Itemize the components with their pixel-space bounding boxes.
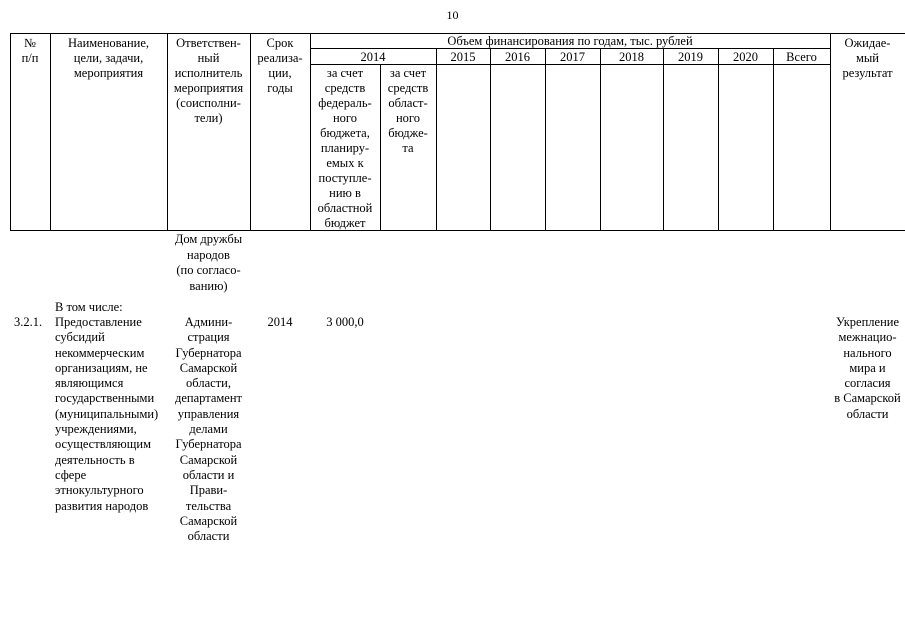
cell-text: области,	[186, 376, 231, 391]
header-year-2017: 2017	[560, 50, 585, 64]
cell-text: народов	[187, 247, 230, 262]
header-federal-budget	[310, 66, 380, 231]
header-expected-result	[830, 36, 905, 81]
row-federal-value: 3 000,0	[326, 315, 364, 329]
header-total: Всего	[786, 50, 817, 64]
header-year-2019: 2019	[678, 50, 703, 64]
cell-text: Самарской	[179, 513, 238, 528]
header-funding: Объем финансирования по годам, тыс. рублей	[447, 34, 693, 48]
cell-text: этнокультурного	[55, 483, 144, 498]
header-text: нию в	[329, 186, 361, 200]
header-year-2020: 2020	[733, 50, 758, 64]
cell-text: департамент	[174, 391, 242, 406]
header-num	[10, 36, 50, 66]
cell-text: тельства	[185, 498, 232, 513]
header-text: бюджет	[324, 216, 366, 230]
cell-text: Губернатора	[175, 437, 242, 452]
cell-text: Дом дружбы	[174, 232, 243, 246]
cell-text: некоммерческим	[55, 345, 145, 360]
header-text: планиру-	[320, 141, 370, 155]
cell-text: Укрепление	[835, 315, 900, 329]
cell-text: мира и	[849, 360, 886, 375]
cell-text: управления	[177, 406, 240, 421]
cell-text: Админи-	[184, 315, 233, 329]
header-text: средств	[387, 81, 429, 95]
cell-text: области	[187, 529, 230, 544]
header-text: п/п	[21, 51, 39, 65]
header-text: ции,	[268, 66, 292, 80]
cell-text: Губернатора	[175, 345, 242, 360]
cell-text: организациям, не	[55, 360, 148, 375]
header-text: Срок	[266, 36, 294, 50]
header-text: №	[24, 36, 36, 50]
header-text: за счет	[389, 66, 427, 80]
header-regional-budget	[380, 66, 436, 156]
header-text: тели)	[194, 111, 223, 125]
cell-text: Самарской	[179, 360, 238, 375]
including-label: В том числе:	[55, 300, 123, 314]
header-text: та	[402, 141, 414, 155]
header-year-2015: 2015	[450, 50, 476, 64]
cell-text: Самарской	[179, 452, 238, 467]
cell-text: (муниципальными)	[55, 406, 159, 421]
header-text: област-	[388, 96, 428, 110]
header-responsible	[167, 36, 250, 126]
header-text: средств	[324, 81, 366, 95]
cell-text: области и	[182, 467, 235, 482]
header-text: бюджета,	[320, 126, 370, 140]
header-text: Ожидае-	[844, 36, 891, 50]
cell-text: являющимся	[55, 376, 124, 391]
header-text: ного	[395, 111, 420, 125]
header-text: исполнитель	[174, 66, 243, 80]
cell-text: субсидий	[55, 330, 105, 345]
page-number: 10	[446, 8, 459, 22]
cell-text: осуществляющим	[55, 437, 151, 452]
cell-text: развития народов	[55, 498, 149, 513]
cell-text: межнацио-	[838, 330, 897, 345]
row-number: 3.2.1.	[14, 315, 43, 329]
header-text: ный	[197, 51, 220, 65]
header-text: мероприятия	[173, 81, 244, 95]
continuation-responsible	[167, 232, 250, 294]
header-year-2016: 2016	[505, 50, 530, 64]
header-text: федераль-	[318, 96, 372, 110]
cell-text: учреждениями,	[55, 422, 137, 437]
header-text: за счет	[326, 66, 364, 80]
header-text: ного	[332, 111, 357, 125]
row-responsible	[167, 315, 250, 544]
header-text: (соисполни-	[176, 96, 241, 110]
cell-text: сфере	[55, 467, 87, 482]
cell-text: Прави-	[189, 483, 228, 498]
cell-text: нального	[843, 345, 892, 360]
cell-text: страция	[187, 330, 230, 345]
header-text: годы	[267, 81, 293, 95]
row-name	[55, 315, 158, 514]
cell-text: согласия	[844, 376, 891, 391]
row-term: 2014	[267, 315, 293, 329]
cell-text: государственными	[55, 391, 155, 406]
cell-text: делами	[189, 422, 228, 437]
cell-text: области	[846, 406, 889, 421]
cell-text: (по согласо-	[176, 263, 241, 277]
header-text: поступле-	[318, 171, 372, 185]
header-text: реализа-	[257, 51, 303, 65]
cell-text: в Самарской	[834, 391, 901, 406]
header-text: мероприятия	[73, 66, 144, 80]
header-term	[250, 36, 310, 96]
row-expected-result	[830, 315, 905, 422]
header-year-2014: 2014	[360, 50, 386, 64]
header-text: Наименование,	[68, 36, 149, 50]
cell-text: Предоставление	[55, 315, 142, 329]
header-text: мый	[856, 51, 879, 65]
header-name	[50, 36, 167, 81]
cell-text: деятельность в	[55, 452, 135, 467]
header-year-2018: 2018	[619, 50, 644, 64]
header-text: емых к	[326, 156, 364, 170]
header-text: цели, задачи,	[73, 51, 144, 65]
header-text: бюдже-	[388, 126, 428, 140]
header-text: Ответствен-	[176, 36, 241, 50]
header-text: областной	[317, 201, 373, 215]
header-text: результат	[842, 66, 893, 80]
cell-text: ванию)	[189, 278, 228, 293]
